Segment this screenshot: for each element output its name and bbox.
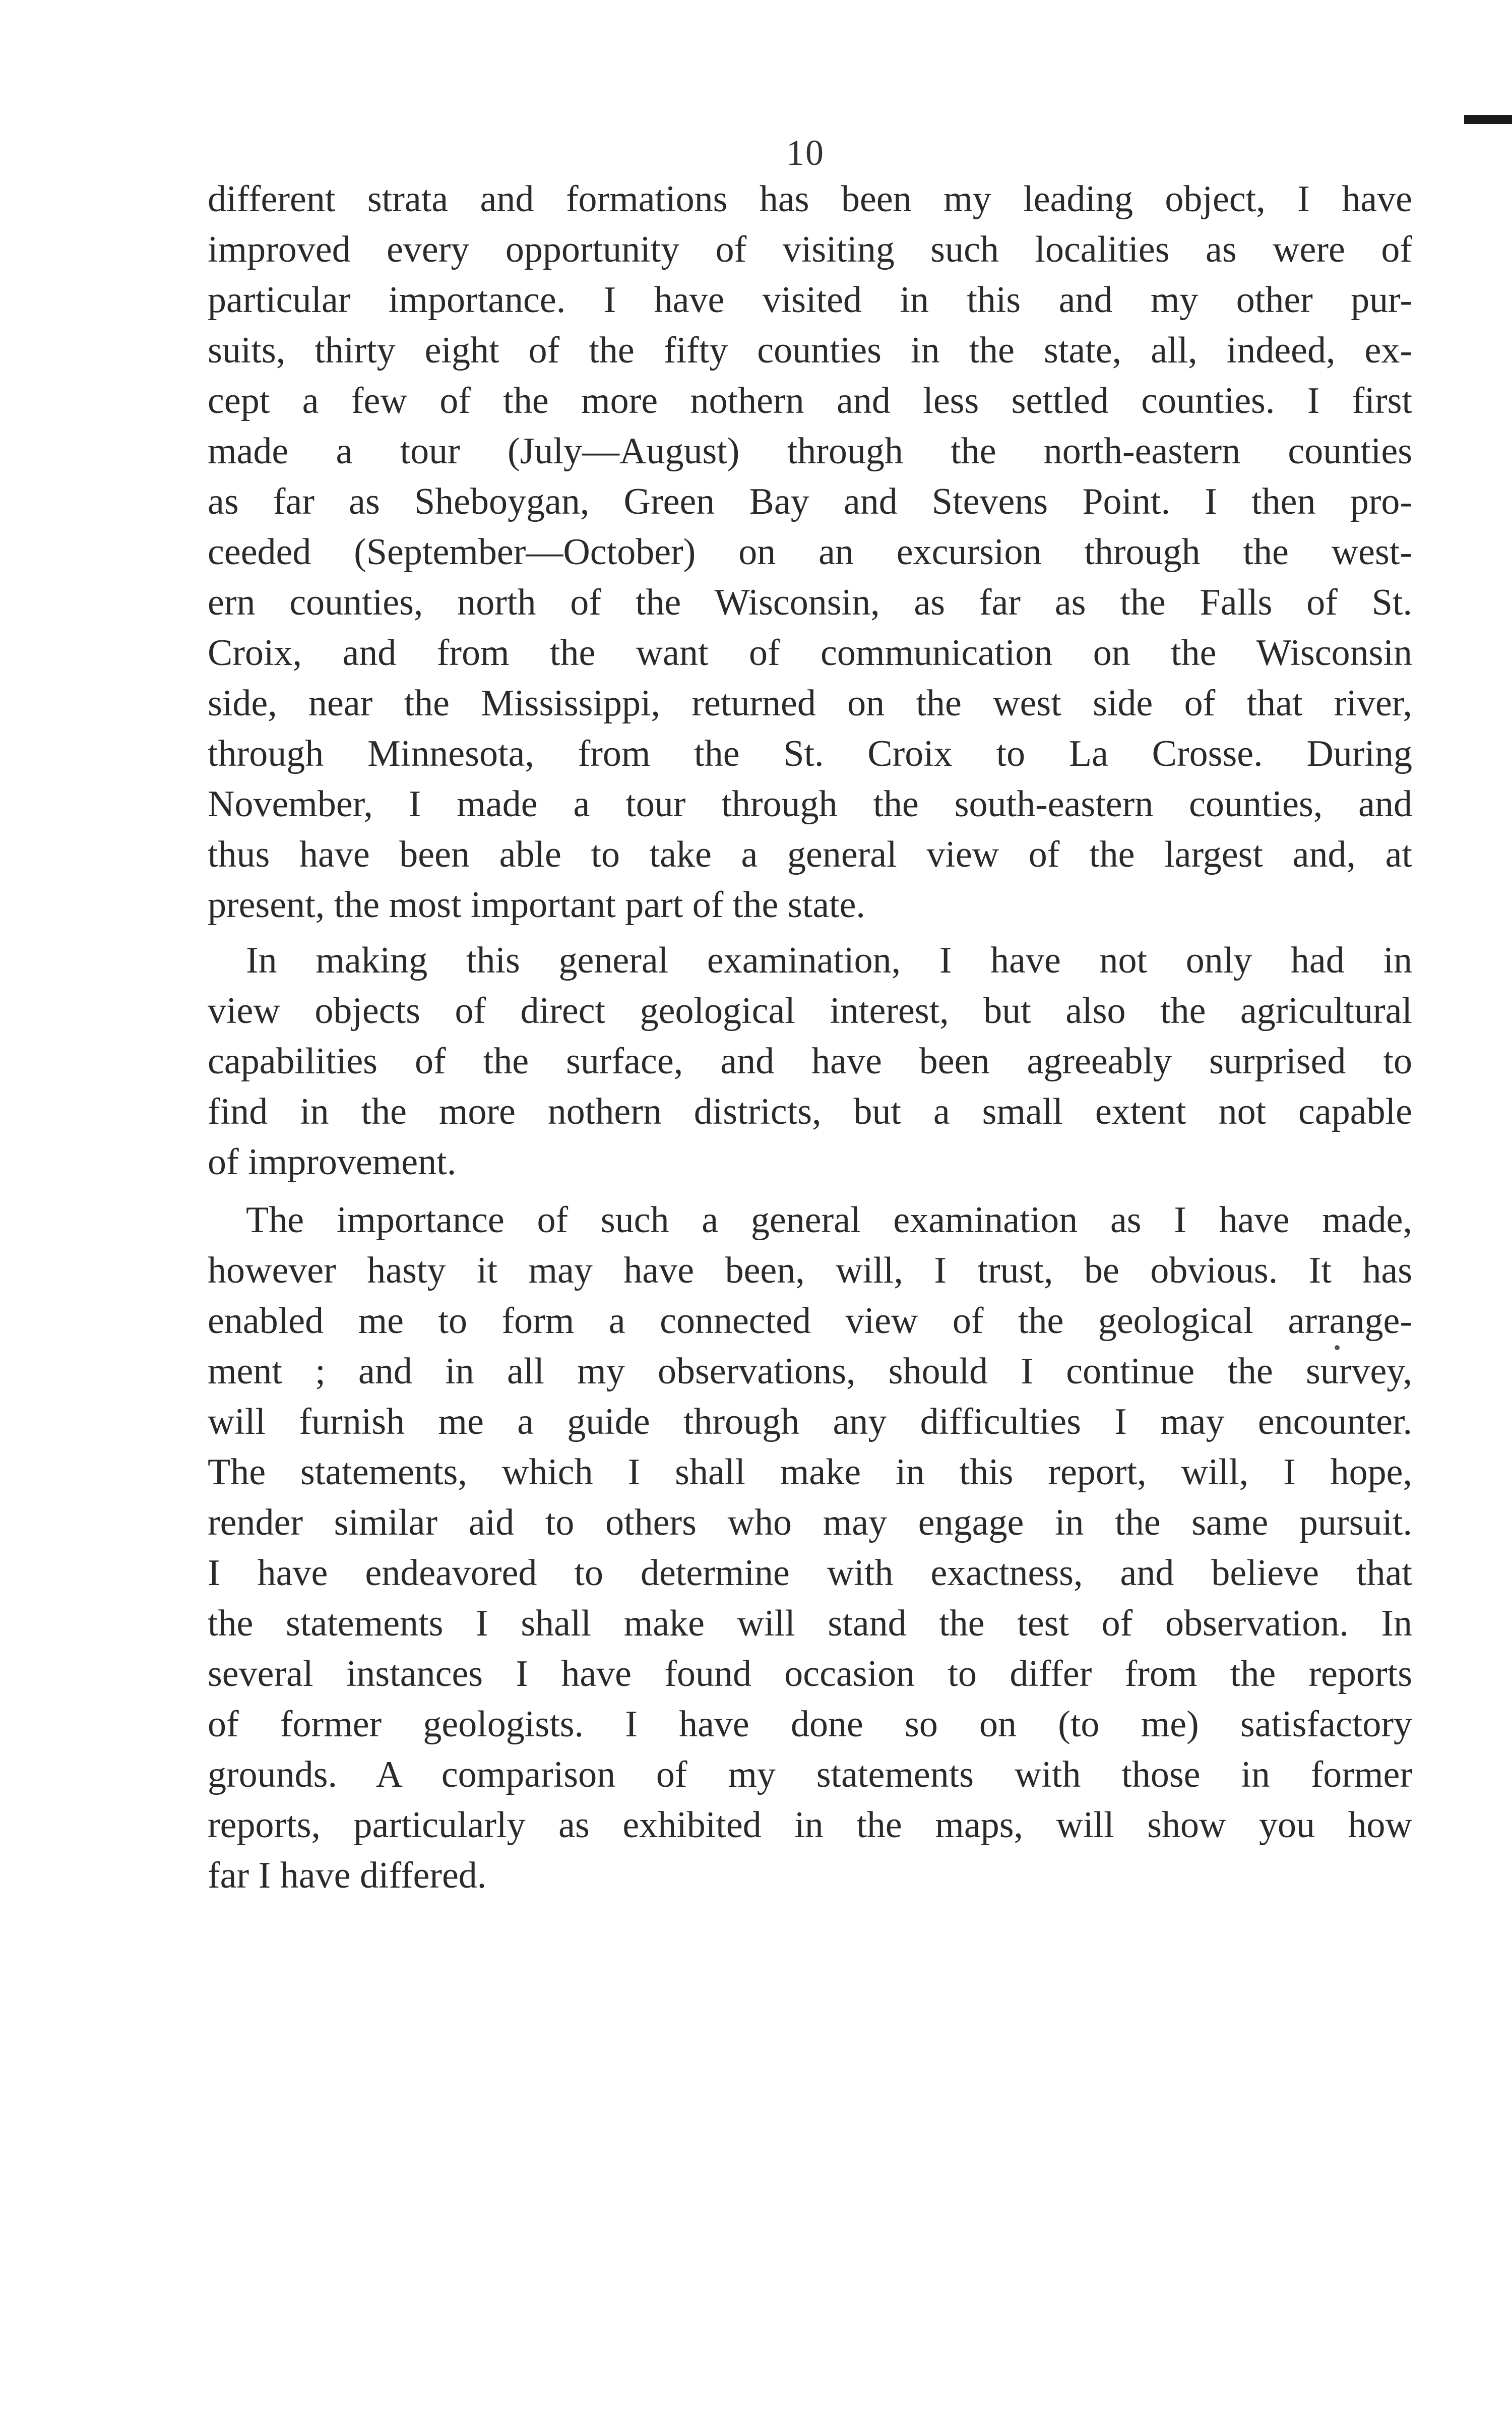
text-line: as far as Sheboygan, Green Bay and Stevens Point. I then pro-: [208, 481, 1412, 522]
text-line: ern counties, north of the Wisconsin, as far as the Falls of St.: [208, 582, 1412, 623]
text-line: however hasty it may have been, will, I trust, be obvious. It has: [208, 1250, 1412, 1291]
text-line: will furnish me a guide through any difficulties I may encounter.: [208, 1401, 1412, 1442]
text-line: grounds. A comparison of my statements with those in former: [208, 1754, 1412, 1795]
text-line: Croix, and from the want of communication on the Wisconsin: [208, 632, 1412, 674]
page-number: 10: [786, 133, 825, 173]
text-line: the statements I shall make will stand the test of observation. In: [208, 1603, 1412, 1644]
text-line: view objects of direct geological interest, but also the agricultural: [208, 990, 1412, 1032]
text-line: find in the more nothern districts, but a small extent not capable: [208, 1091, 1412, 1132]
text-line: enabled me to form a connected view of the geological arrange-: [208, 1300, 1412, 1342]
corner-mark: [1464, 115, 1512, 124]
text-line: through Minnesota, from the St. Croix to La Crosse. During: [208, 733, 1412, 774]
text-line: The importance of such a general examination as I have made,: [246, 1199, 1412, 1241]
text-line: several instances I have found occasion to differ from the reports: [208, 1653, 1412, 1695]
ink-speck: [1335, 1345, 1340, 1350]
text-line: present, the most important part of the state.: [208, 884, 865, 926]
text-line: I have endeavored to determine with exactness, and believe that: [208, 1552, 1412, 1594]
text-line: side, near the Mississippi, returned on the west side of that river,: [208, 683, 1412, 724]
text-line: ceeded (September—October) on an excursion through the west-: [208, 531, 1412, 573]
text-line: suits, thirty eight of the fifty counties in the state, all, indeed, ex-: [208, 330, 1412, 371]
text-line: of improvement.: [208, 1141, 457, 1183]
text-line: cept a few of the more nothern and less settled counties. I first: [208, 380, 1412, 421]
text-line: particular importance. I have visited in this and my other pur-: [208, 279, 1412, 321]
text-line: made a tour (July—August) through the north-eastern counties: [208, 431, 1412, 472]
text-line: reports, particularly as exhibited in the maps, will show you how: [208, 1804, 1412, 1846]
text-line: capabilities of the surface, and have been agreeably surprised to: [208, 1041, 1412, 1082]
text-line: The statements, which I shall make in this report, will, I hope,: [208, 1451, 1412, 1493]
text-line: ment ; and in all my observations, should I continue the survey,: [208, 1351, 1412, 1392]
text-line: November, I made a tour through the south-eastern counties, and: [208, 783, 1412, 825]
text-line: far I have differed.: [208, 1855, 487, 1896]
text-line: render similar aid to others who may engage in the same pursuit.: [208, 1502, 1412, 1543]
text-line: improved every opportunity of visiting such localities as were of: [208, 229, 1412, 270]
text-line: In making this general examination, I have not only had in: [246, 940, 1412, 981]
text-line: thus have been able to take a general view of the largest and, at: [208, 834, 1412, 875]
text-line: different strata and formations has been my leading object, I have: [208, 178, 1412, 220]
text-line: of former geologists. I have done so on (to me) satisfactory: [208, 1704, 1412, 1745]
